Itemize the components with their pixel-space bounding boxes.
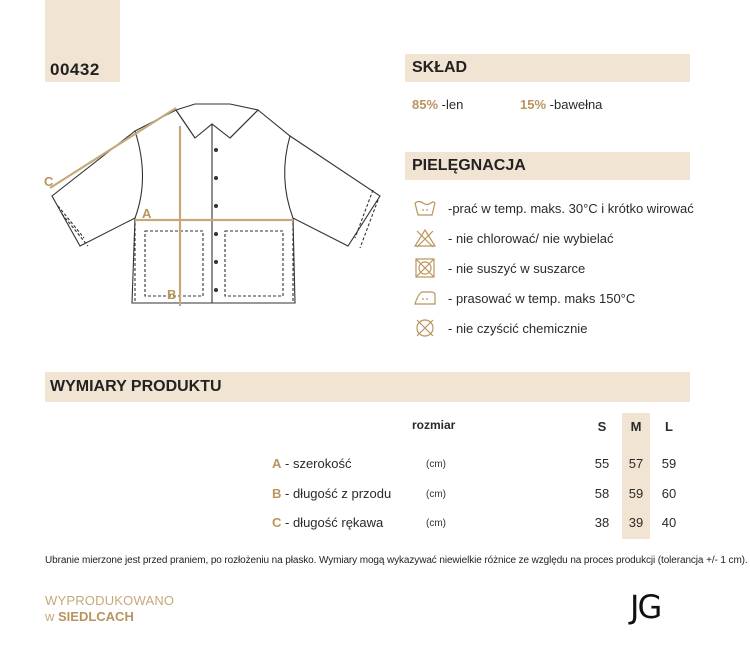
measure-value: 39 — [628, 515, 644, 530]
no-dry-clean-icon — [412, 317, 438, 339]
care-text: - prasować w temp. maks 150°C — [448, 290, 636, 306]
brand-logo: JG — [630, 588, 661, 626]
composition-item — [520, 97, 602, 112]
made-in-prefix: w — [45, 609, 58, 624]
composition-percent: 85% — [412, 97, 439, 112]
measure-letter: C — [272, 515, 282, 530]
composition-title: SKŁAD — [412, 59, 468, 76]
iron-150-icon — [412, 287, 438, 309]
care-item — [412, 286, 712, 310]
made-in-line2 — [45, 609, 134, 624]
care-text: - nie czyścić chemicznie — [448, 320, 588, 336]
measure-row-label — [272, 456, 351, 471]
composition-material: -bawełna — [549, 97, 603, 112]
no-tumble-dry-icon — [412, 257, 438, 279]
measure-name: - długość rękawa — [285, 515, 384, 530]
measure-value: 38 — [594, 515, 610, 530]
care-text: - nie suszyć w suszarce — [448, 260, 586, 276]
measure-name: - szerokość — [285, 456, 352, 471]
measure-unit: (cm) — [426, 459, 446, 470]
size-s: S — [597, 419, 607, 434]
care-item — [412, 316, 712, 340]
measure-unit: (cm) — [426, 489, 446, 500]
care-text: - nie chlorować/ nie wybielać — [448, 230, 614, 246]
garment-diagram — [40, 98, 385, 313]
measure-value: 40 — [661, 515, 677, 530]
label-b: B — [167, 287, 177, 302]
made-in-line1: WYPRODUKOWANO — [45, 593, 175, 608]
measure-value: 59 — [661, 456, 677, 471]
care-item — [412, 226, 712, 250]
care-title: PIELĘGNACJA — [412, 157, 526, 174]
made-in-city: SIEDLCACH — [58, 609, 134, 624]
measure-row-label — [272, 486, 391, 501]
size-l: L — [665, 419, 673, 434]
composition-material: -len — [441, 97, 464, 112]
label-a: A — [142, 206, 152, 221]
measure-name: - długość z przodu — [285, 486, 392, 501]
wash-30-icon — [412, 197, 438, 219]
composition-item — [412, 97, 463, 112]
size-header: rozmiar — [412, 418, 456, 432]
measure-value: 57 — [628, 456, 644, 471]
product-code: 00432 — [50, 60, 100, 79]
measure-value: 55 — [594, 456, 610, 471]
measure-unit: (cm) — [426, 518, 446, 529]
care-item — [412, 196, 712, 220]
composition-percent: 15% — [520, 97, 547, 112]
care-item — [412, 256, 712, 280]
measure-row-label — [272, 515, 383, 530]
measurements-title: WYMIARY PRODUKTU — [50, 378, 222, 395]
measurement-note: Ubranie mierzone jest przed praniem, po rozłożeniu na płasko. Wymiary mogą wykazywać niewielkie różnice ze względu na proces produkcji (tolerancja +/- 1 cm). — [45, 555, 748, 566]
care-text: -prać w temp. maks. 30°C i krótko wirować — [448, 200, 694, 216]
measure-value: 58 — [594, 486, 610, 501]
label-c: C — [44, 174, 54, 189]
no-bleach-icon — [412, 227, 438, 249]
size-m: M — [630, 419, 642, 434]
measure-letter: B — [272, 486, 282, 501]
measure-value: 60 — [661, 486, 677, 501]
measure-letter: A — [272, 456, 282, 471]
measure-value: 59 — [628, 486, 644, 501]
